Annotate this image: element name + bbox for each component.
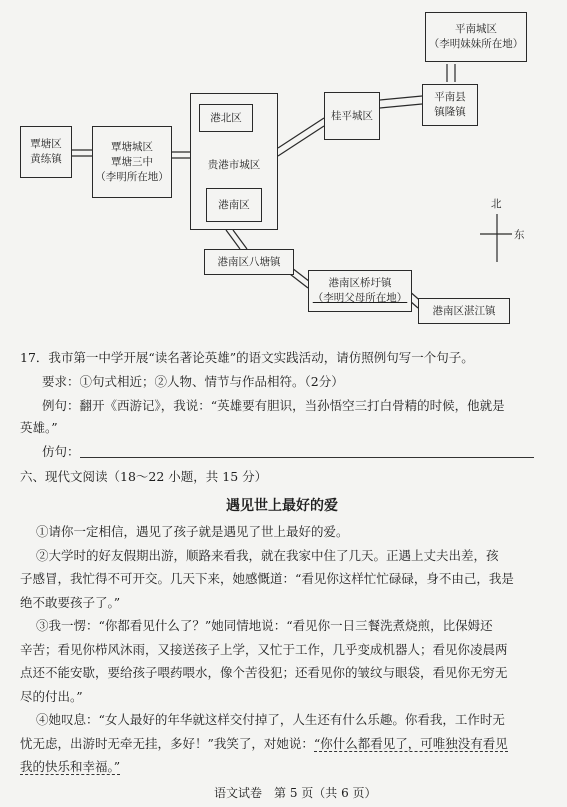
box-line: 镇隆镇 [434, 106, 466, 118]
link-guiping-pingnan [380, 96, 422, 100]
passage-line: 尽的付出。” [20, 688, 83, 704]
box-line: 覃塘城区 [111, 140, 153, 153]
box-line: 黄练镇 [30, 153, 62, 165]
box-line: 港南区 [218, 198, 250, 211]
link-guigang-batang [226, 230, 240, 249]
map-box-qintang-district [20, 126, 72, 178]
passage-underlined-segment: 我的快乐和幸福。” [20, 759, 121, 774]
passage-body [20, 520, 530, 779]
q17-answer-line[interactable] [80, 457, 534, 458]
passage-line: 绝不敢要孩子了。” [20, 594, 121, 610]
q17-example-line1: 例句：翻开《西游记》，我说：“英雄要有胆识，当孙悟空三打白骨精的时候，他就是 [42, 398, 505, 413]
passage-line: ④她叹息：“女人最好的年华就这样交付掉了，人生还有什么乐趣。你看我，工作时无 [36, 712, 505, 727]
map-box-qintang-city [92, 126, 172, 198]
section-heading: 六、现代文阅读（18～22 小题，共 15 分） [20, 469, 268, 484]
map-box-pingnan-city [425, 12, 527, 62]
box-line: 港北区 [210, 111, 242, 124]
q17-stem: 17．我市第一中学开展“读名著论英雄”的语文实践活动，请仿照例句写一个句子。 [20, 350, 474, 365]
box-line: 覃塘区 [30, 138, 62, 150]
map-box-gangnan [206, 188, 262, 222]
passage-line [20, 755, 530, 779]
page-footer: 语文试卷 第 5 页（共 6 页） [214, 786, 377, 800]
box-line: 港南区桥圩镇 [328, 277, 392, 289]
box-line: 港南区八塘镇 [217, 255, 281, 268]
box-line: （李明父母所在地） [312, 292, 408, 304]
passage-line: 辛苦；看见你栉风沐雨，又接送孩子上学，又忙于工作，几乎变成机器人；看见你凌晨两 [20, 641, 508, 657]
map-box-zhanjiang [418, 298, 510, 324]
compass-east-label: 东 [514, 229, 525, 241]
passage-line: 点还不能安歇，要给孩子喂药喂水，像个苦役犯；还看见你的皱纹与眼袋，看见你无穷无 [20, 665, 508, 680]
map-box-pingnan-county [422, 84, 478, 126]
passage-underlined-segment: “你什么都看见了，可唯独没有看见 [313, 735, 508, 751]
box-line: （李明所在地） [95, 170, 169, 183]
q17-example-line2: 英雄。” [20, 420, 58, 435]
box-line: 贵港市城区 [207, 159, 261, 171]
q17-requirement: 要求：①句式相近；②人物、情节与作品相符。（2分） [42, 374, 344, 389]
box-line: （李明妹妹所在地） [428, 38, 524, 50]
passage-segment: 忧无虑，出游时无牵无挂，多好！”我笑了，对她说： [20, 735, 314, 751]
passage-line: ②大学时的好友假期出游，顺路来看我，就在我家中住了几天。正遇上丈夫出差，孩 [36, 547, 499, 563]
map-box-batang [204, 249, 294, 275]
q17-imitate-label: 仿句： [42, 444, 80, 459]
passage-title: 遇见世上最好的爱 [226, 498, 338, 514]
map-box-guiping [324, 92, 380, 140]
box-line: 港南区湛江镇 [432, 304, 496, 317]
map-box-gangbei [199, 104, 253, 132]
passage-line: 子感冒，我忙得不可开交。几天下来，她感慨道：“看见你这样忙忙碌碌，身不由己，我是 [20, 571, 514, 586]
link-guigang-guiping [278, 118, 324, 148]
map-box-qiaoxu [308, 270, 412, 312]
passage-line: ③我一愣：“你都看见什么了？”她同情地说：“看见你一日三餐洗煮烧煎，比保姆还 [36, 618, 493, 633]
box-line: 覃塘三中 [111, 155, 153, 168]
passage-line [20, 732, 530, 756]
box-line: 平南城区 [455, 23, 497, 35]
box-line: 平南县 [434, 91, 466, 103]
compass-north-label: 北 [491, 198, 502, 210]
passage-line: ①请你一定相信，遇见了孩子就是遇见了世上最好的爱。 [36, 524, 349, 539]
box-line: 桂平城区 [331, 109, 373, 122]
